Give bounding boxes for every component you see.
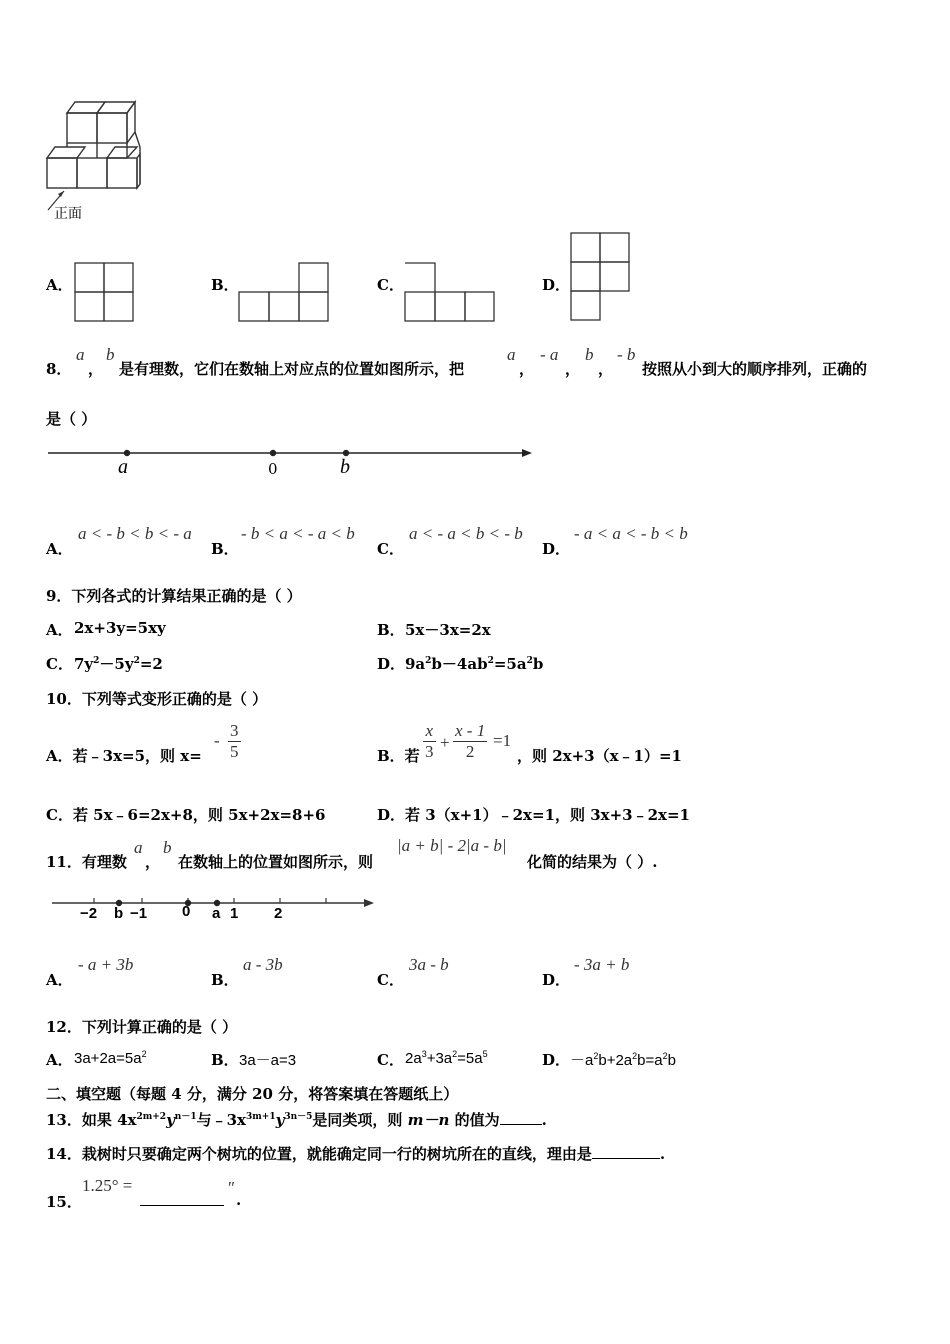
section-2-title: 二、填空题（每题 4 分，满分 20 分，将答案填在答题纸上） bbox=[46, 1085, 459, 1103]
q9-option-c-label: C． bbox=[46, 655, 73, 673]
q12-title: 12．下列计算正确的是（ ） bbox=[46, 1018, 238, 1036]
q8-option-c-expr: a < - a < b < - b bbox=[409, 524, 523, 543]
q12-option-c-text: $2a^3+3a^2=5a^5$ bbox=[405, 1049, 488, 1067]
q10-a-numerator: 3 bbox=[230, 721, 239, 740]
q11-option-c-label: C． bbox=[377, 971, 404, 989]
q8-term-neg-b: - b bbox=[617, 345, 636, 364]
q12-option-b-label: B． bbox=[211, 1051, 239, 1069]
q7-option-c-label: C． bbox=[377, 276, 404, 294]
q10-title: 10．下列等式变形正确的是（ ） bbox=[46, 690, 268, 708]
q15-expr: 1.25° = bbox=[82, 1176, 133, 1195]
q7-option-c-figure bbox=[404, 262, 496, 322]
q11-var-a: a bbox=[134, 838, 143, 857]
q11-option-c-expr: 3a - b bbox=[409, 955, 449, 974]
q8-axis-label-zero: 0 bbox=[268, 460, 278, 478]
q7-option-d-label: D． bbox=[542, 276, 571, 294]
q11-option-d-label: D． bbox=[542, 971, 571, 989]
q7-option-d-figure bbox=[570, 232, 632, 322]
q8-comma-1: ， bbox=[88, 360, 104, 378]
q11-expr: |a + b| - 2|a - b| bbox=[397, 836, 507, 855]
q11-option-a-label: A． bbox=[46, 971, 73, 989]
q11-number: 11．有理数 bbox=[46, 853, 127, 871]
q10-b-fraction-2 bbox=[453, 721, 487, 762]
q12-option-b-text: 3a－a=3 bbox=[239, 1052, 297, 1069]
q7-option-a-figure bbox=[74, 262, 134, 322]
q8-stem-3: 是（ ） bbox=[46, 410, 97, 428]
q11-option-a-expr: - a + 3b bbox=[78, 955, 134, 974]
q10-b-num1: x bbox=[423, 721, 436, 742]
q10-b-num2: x - 1 bbox=[455, 721, 486, 740]
q7-option-b-label: B． bbox=[211, 276, 239, 294]
q8-stem-2: 按照从小到大的顺序排列，正确的 bbox=[642, 360, 868, 378]
q8-axis-label-b: b bbox=[340, 456, 350, 478]
q10-b-tail: ，则 2x+3（x﹣1）=1 bbox=[517, 747, 682, 765]
q12-option-a-text: $3a+2a=5a^2$ bbox=[74, 1049, 147, 1067]
q8-var-a: a bbox=[76, 345, 85, 364]
q15-unit: ″ bbox=[228, 1178, 236, 1197]
q11-axis-label-zero: 0 bbox=[182, 903, 191, 920]
q10-option-b-label: B．若 bbox=[377, 747, 420, 765]
q8-var-b: b bbox=[106, 345, 115, 364]
q15-number: 15． bbox=[46, 1193, 82, 1211]
q11-option-d-expr: - 3a + b bbox=[574, 955, 630, 974]
q11-axis-label-two: 2 bbox=[274, 905, 283, 922]
q9-option-c-text: $7y^2-5y^2=2$ bbox=[74, 655, 163, 673]
q11-stem-1: 在数轴上的位置如图所示，则 bbox=[178, 853, 374, 871]
q10-b-eq: =1 bbox=[493, 731, 512, 750]
q9-option-a-label: A． bbox=[46, 621, 73, 639]
q12-option-d-label: D． bbox=[542, 1051, 571, 1069]
q9-option-b-text: 5x－3x=2x bbox=[405, 621, 491, 639]
q11-axis-label-neg2: −2 bbox=[80, 905, 98, 922]
q10-b-den2: 2 bbox=[465, 742, 475, 761]
q11-axis-label-a: a bbox=[212, 905, 221, 922]
q10-a-denominator: 5 bbox=[230, 742, 239, 761]
q10-option-c-text: C．若 5x﹣6=2x+8，则 5x+2x=8+6 bbox=[46, 806, 326, 824]
q11-option-b-expr: a - 3b bbox=[243, 955, 283, 974]
q8-term-b: b bbox=[585, 345, 594, 364]
q8-axis-label-a: a bbox=[118, 456, 128, 478]
q14-text: 14．栽树时只要确定两个树坑的位置，就能确定同一行的树坑所在的直线，理由是 . bbox=[46, 1145, 666, 1163]
q13-text: 13．如果 $4x^{2m+2}y^{n-1}$与$﹣3x^{3m+1}y^{3n-5}$是同类项，则 m－n 的值为 . bbox=[46, 1111, 547, 1129]
q9-option-b-label: B． bbox=[377, 621, 405, 639]
q10-option-a-text: A．若﹣3x=5，则 x= bbox=[46, 747, 202, 765]
q10-option-a-minus: - bbox=[214, 731, 220, 750]
q11-axis-label-one: 1 bbox=[230, 905, 239, 922]
q8-comma-2: ， bbox=[519, 360, 535, 378]
q8-comma-3: ， bbox=[565, 360, 581, 378]
q10-option-d-text: D．若 3（x+1）﹣2x=1，则 3x+3﹣2x=1 bbox=[377, 806, 690, 824]
q8-number: 8． bbox=[46, 360, 72, 378]
q12-option-a-label: A． bbox=[46, 1051, 73, 1069]
q11-axis-label-b: b bbox=[114, 905, 124, 922]
q8-option-c-label: C． bbox=[377, 540, 404, 558]
q10-b-den1: 3 bbox=[425, 742, 434, 761]
q9-option-a-text: 2x+3y=5xy bbox=[74, 619, 166, 637]
q10-b-plus: + bbox=[440, 733, 450, 752]
q8-option-b-expr: - b < a < - a < b bbox=[241, 524, 355, 543]
q9-option-d-text: $9a^2b-4ab^2=5a^2b$ bbox=[405, 655, 544, 673]
q15-answer-blank[interactable] bbox=[140, 1187, 224, 1206]
q11-stem-2: 化简的结果为（ ）. bbox=[527, 853, 658, 871]
q11-axis-label-neg1: −1 bbox=[130, 905, 148, 922]
front-view-label: 正面 bbox=[54, 206, 82, 222]
q14-answer-blank[interactable] bbox=[592, 1158, 660, 1159]
q9-option-d-label: D． bbox=[377, 655, 406, 673]
q12-option-d-text: $-a^2b+2a^2b=a^2b$ bbox=[570, 1051, 676, 1069]
q8-option-d-label: D． bbox=[542, 540, 571, 558]
q11-comma: ， bbox=[145, 853, 161, 871]
q8-term-a: a bbox=[507, 345, 516, 364]
q7-option-a-label: A． bbox=[46, 276, 73, 294]
q8-stem-1: 是有理数，它们在数轴上对应点的位置如图所示，把 bbox=[119, 360, 465, 378]
q15-end: . bbox=[236, 1191, 242, 1209]
q8-option-a-label: A． bbox=[46, 540, 73, 558]
q8-option-b-label: B． bbox=[211, 540, 239, 558]
q13-answer-blank[interactable] bbox=[500, 1124, 542, 1125]
q10-b-fraction-1 bbox=[423, 721, 436, 762]
q8-option-a-expr: a < - b < b < - a bbox=[78, 524, 192, 543]
q11-var-b: b bbox=[163, 838, 172, 857]
q9-title: 9．下列各式的计算结果正确的是（ ） bbox=[46, 587, 302, 605]
q8-term-neg-a: - a bbox=[540, 345, 559, 364]
q7-option-b-figure bbox=[238, 262, 330, 322]
q8-option-d-expr: - a < a < - b < b bbox=[574, 524, 688, 543]
q12-option-c-label: C． bbox=[377, 1051, 404, 1069]
q10-option-a-fraction bbox=[228, 721, 241, 762]
q8-comma-4: ， bbox=[598, 360, 614, 378]
q11-option-b-label: B． bbox=[211, 971, 239, 989]
